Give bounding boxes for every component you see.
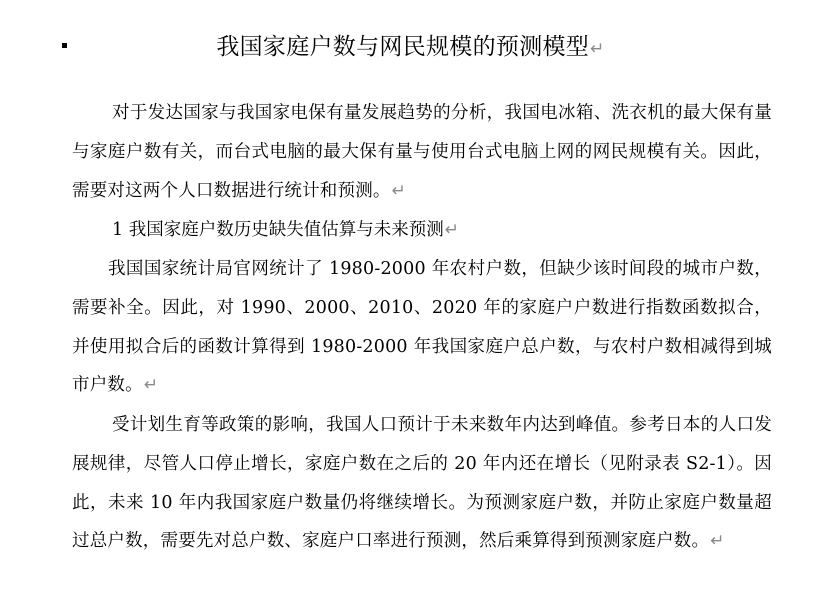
paragraph-household-fit xyxy=(72,250,772,405)
paragraph-forecast-text: 受计划生育等政策的影响，我国人口预计于未来数年内达到峰值。参考日本的人口发展规律，尽管人口停止增长，家庭户数在之后的 20 年内还在增长（见附录表 S2-1）。因此，未来 10 年内我国家庭户数量仍将继续增长。为预测家庭户数，并防止家庭户数量超过总户数，需要先对总户数、家庭户口率进行预测，然后乘算得到预测家庭户数。 xyxy=(72,415,772,552)
document-title xyxy=(0,30,821,66)
paragraph-mark-icon: ↵ xyxy=(391,180,407,201)
title-text: 我国家庭户数与网民规模的预测模型 xyxy=(216,34,590,60)
paragraph-forecast xyxy=(72,406,772,561)
section-heading-1-text: 1 我国家庭户数历史缺失值估算与未来预测 xyxy=(112,220,444,240)
paragraph-mark-icon: ↵ xyxy=(590,39,605,59)
section-heading-1 xyxy=(112,211,459,250)
paragraph-household-fit-text: 我国国家统计局官网统计了 1980-2000 年农村户数，但缺少该时间段的城市户数，需要补全。因此，对 1990、2000、2010、2020 年的家庭户户数进行指数函数拟合，并使用拟合后的函数计算得到 1980-2000 年我国家庭户总户数，与农村户数相减得到城市户数。 xyxy=(72,259,772,396)
paragraph-mark-icon: ↵ xyxy=(444,220,459,240)
paragraph-mark-icon: ↵ xyxy=(710,531,725,552)
paragraph-intro xyxy=(72,94,772,210)
paragraph-mark-icon: ↵ xyxy=(143,375,159,396)
paragraph-intro-text: 对于发达国家与我国家电保有量发展趋势的分析，我国电冰箱、洗衣机的最大保有量与家庭户数有关，而台式电脑的最大保有量与使用台式电脑上网的网民规模有关。因此，需要对这两个人口数据进行统计和预测。 xyxy=(72,103,772,201)
